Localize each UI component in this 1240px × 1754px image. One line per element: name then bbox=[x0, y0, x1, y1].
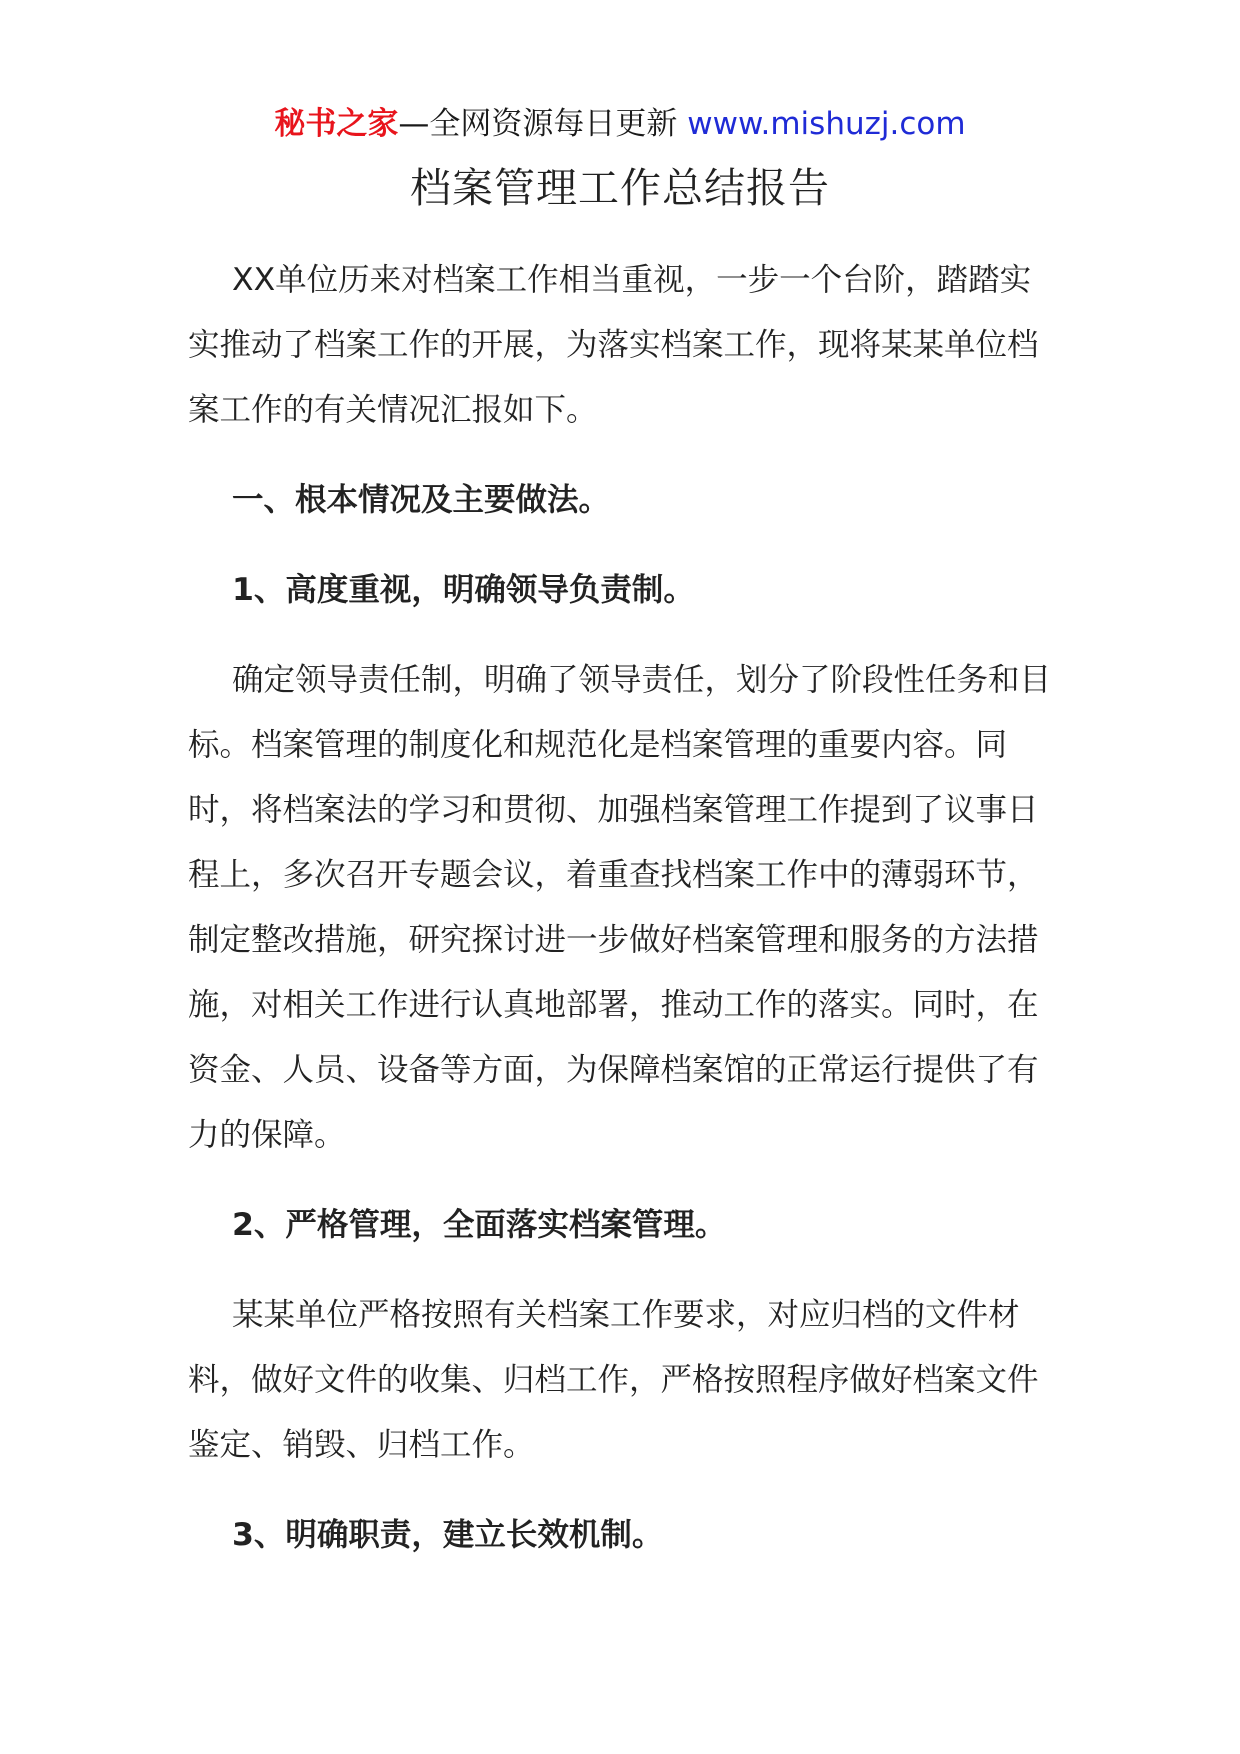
document-body bbox=[188, 248, 1058, 1568]
site-url-link[interactable]: www.mishuzj.com bbox=[687, 106, 966, 142]
intro-paragraph: XX单位历来对档案工作相当重视，一步一个台阶，踏踏实实推动了档案工作的开展，为落实档案工作，现将某某单位档案工作的有关情况汇报如下。 bbox=[188, 262, 1039, 428]
document-title: 档案管理工作总结报告 bbox=[410, 164, 830, 212]
subsection-body-1: 确定领导责任制，明确了领导责任，划分了阶段性任务和目标。档案管理的制度化和规范化是档案管理的重要内容。同时，将档案法的学习和贯彻、加强档案管理工作提到了议事日程上，多次召开专题会议，着重查找档案工作中的薄弱环节，制定整改措施，研究探讨进一步做好档案管理和服务的方法措施，对相关工作进行认真地部署，推动工作的落实。同时，在资金、人员、设备等方面，为保障档案馆的正常运行提供了有力的保障。 bbox=[188, 662, 1052, 1153]
subsection-heading-3: 3、明确职责，建立长效机制。 bbox=[232, 1517, 664, 1553]
subsection-body-2: 某某单位严格按照有关档案工作要求，对应归档的文件材料，做好文件的收集、归档工作，严格按照程序做好档案文件鉴定、销毁、归档工作。 bbox=[188, 1297, 1039, 1463]
site-brand: 秘书之家 bbox=[274, 106, 399, 142]
site-header bbox=[0, 100, 1240, 148]
site-tagline: —全网资源每日更新 bbox=[398, 106, 678, 142]
subsection-heading-1: 1、高度重视，明确领导负责制。 bbox=[232, 572, 695, 608]
subsection-heading-2: 2、严格管理，全面落实档案管理。 bbox=[232, 1207, 727, 1243]
section-heading-1: 一、根本情况及主要做法。 bbox=[232, 482, 611, 518]
